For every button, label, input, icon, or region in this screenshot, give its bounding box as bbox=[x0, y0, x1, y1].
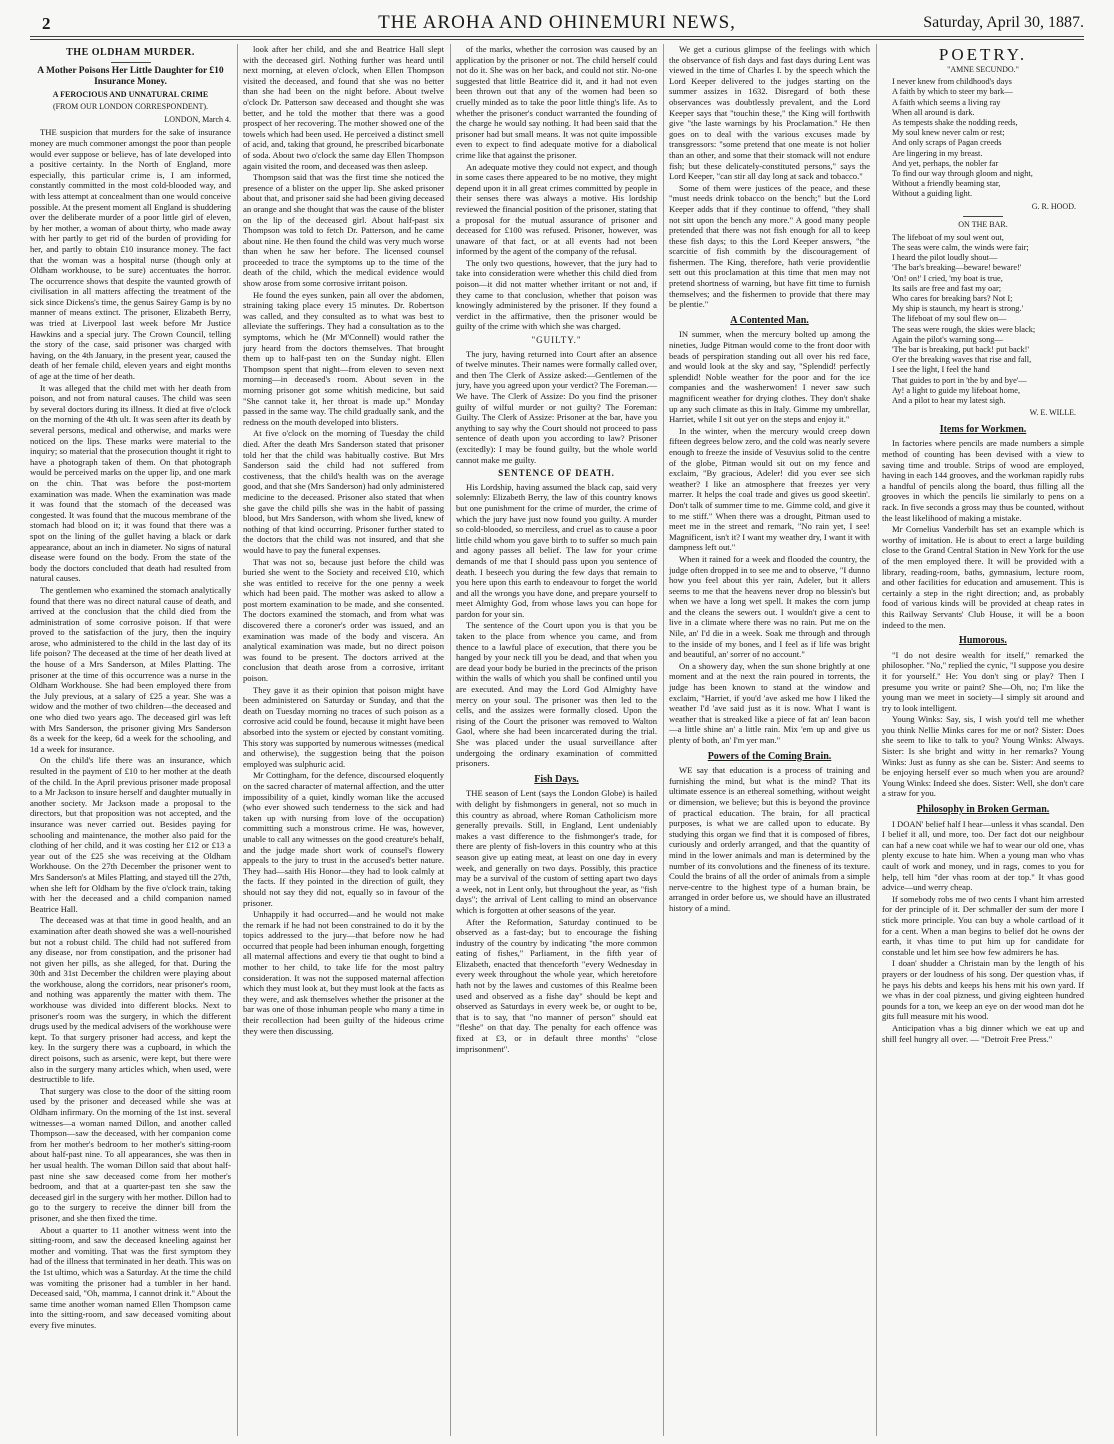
article-paragraph: At five o'clock on the morning of Tuesday the child died. After the death Mrs Sanderson stated that prisoner told her that the child was habitually costive. But Mrs Sanderson said the child had not suffered from costiveness, that the child's health was on the average good, and that she (Mrs Sanderson) had only administered medicine to the deceased. Prisoner also stated that when she gave the child pills she was in the habit of passing blood, but Mrs Sanderson, with whom she lived, knew of nothing of that kind occurring. Prisoner further stated to the doctors that the child was not insured, and that she would have to pay the funeral expenses. bbox=[243, 428, 444, 555]
article-paragraph: That was not so, because just before the child was buried she went to the Society and received £10, which she was entitled to receive for the one penny a week which had been paid. The mother was asked to allow a post mortem examination to be made, and she consented. The doctors examined the stomach, and from what was discovered there a coroner's order was issued, and an examination was made of the body and viscera. An analytical examination was made, but no direct poison was found to be present. The doctors arrived at the conclusion that death arose from a corrosive, irritant poison. bbox=[243, 556, 444, 684]
newspaper-title: THE AROHA AND OHINEMURI NEWS, bbox=[378, 12, 736, 33]
article-paragraph: The sentence of the Court upon you is that you be taken to the place from whence you came, and from thence to a lawful place of execution, that there you be hanged by your neck till you be dead, and that when you are dead your body be buried in the precincts of the prison within the walls of which you shall be confined until you are executed. And may the Lord God Almighty have mercy on your soul. The prisoner was then led to the cells, and the assizes were formally closed. Upon the rising of the Court the prisoner was removed to Walton Gaol, where she had been incarcerated during the trial. She was placed under the usual surveillance after undergoing the ordinary examination of committed prisoners. bbox=[456, 620, 657, 769]
poem-author: W. E. WILLE. bbox=[1029, 408, 1076, 418]
article-paragraph: He found the eyes sunken, pain all over the abdomen, straining taking place every 15 minutes. Dr. Robertson was called, and they consulted as to what was best to alleviate the sufferings. They had a consultation as to the symptoms, which he (Mr M'Connell) would rather the jury heard from the doctors themselves. That brought them up to half-past ten on the Sunday night. Ellen Thompson spent that night—from eleven to seven next morning—in deceased's room. About seven in the morning prisoner got some whitish medicine, but said "She cannot take it, her throat is made up." Monday passed in the same way. The child gradually sank, and the redness on the mouth developed into blisters. bbox=[243, 289, 444, 427]
poem-line: The lifeboat of my soul went out, bbox=[892, 232, 1004, 242]
poem-line: The seas were calm, the winds were fair; bbox=[892, 243, 1029, 253]
poem-line: Again the pilot's warning song— bbox=[892, 334, 1003, 344]
article-paragraph: On a showery day, when the sun shone brightly at one moment and at the next the rain poured in torrents, the judge has been known to stand at the window and exclaim, "Harriet, if you'd 'ave asked me how I liked the weather I'd 'ave said just as it is now. What I want is weather that is streaked like a piece of fat an' lean bacon—a little shine an' a little rain. Mix 'em up and give us plenty of both, an' I'm yer man." bbox=[669, 660, 870, 745]
article-paragraph: Thompson said that was the first time she noticed the presence of a blister on the upper lip. She asked prisoner about that, and prisoner said she had been giving deceased an orange and she thought that was the cause of the blister on the lip of the deceased girl. About half-past six Thompson was told to fetch Dr. Patterson, and he came about nine. He then found the child was very much worse than when he saw her before. The licensed counsel proceeded to trace the symptoms up to the time of the death of the child, which the medical evidence would show arose from some corrosive irritant poison. bbox=[243, 172, 444, 289]
masthead-rule bbox=[30, 36, 1084, 37]
poem-line: O'er the breaking waves that rise and fall, bbox=[892, 355, 1032, 365]
column-divider bbox=[237, 44, 238, 1436]
column-1 bbox=[30, 44, 231, 1434]
article-paragraph: The only two questions, however, that the jury had to take into consideration were whether this child died from poison—it did not matter whether irritant or not and, if they came to that conclusion, whether that poison was knowingly administered by the prisoner. If they found a verdict in the affirmative, then the prisoner would be guilty of the crime with which she was charged. bbox=[456, 257, 657, 332]
article-paragraph: His Lordship, having assumed the black cap, said very solemnly: Elizabeth Berry, the law of this country knows but one punishment for the crime of murder, the crime of which the jury have just now found you guilty. A murder so cold-blooded, so merciless, and cruel as to cause a poor little child whom you gave birth to to suffer so much pain and agony passes all belief. The law for your crime demands of me that I should pass upon you sentence of death. I beseech you during the few days that remain to you here upon this earth to endeavour to forget the world and all the wrongs you have done, and prepare yourself to meet Almighty God, from whose laws you can hope for pardon for your sin. bbox=[456, 481, 657, 619]
article-paragraph: Mr Cornelius Vanderbilt has set an example which is worthy of imitation. He is about to erect a large building close to the Grand Central Station in New York for the use of the men employed there. It will be provided with a library, reading-room, baths, gymnasium, lecture room, and other facilities for education and amusement. This is certainly a step in the right direction; and, as probably food of various kinds will be provided at cheap rates in this Railway Servants' Club House, it will be a boon indeed to the men. bbox=[882, 524, 1084, 630]
article-paragraph: On the child's life there was an insurance, which resulted in the payment of £10 to her mother at the death of the child. In the April previous prisoner made proposal to a Mr Jackson to insure herself and daughter mutually in another society. Mr Jackson made a proposal to the directors, but that proposition was not accepted, and the insurance was never carried out. Besides paying for schooling and maintenance, the mother also paid for the clothing of her child, and it was costing her £12 or £13 a year out of the £25 she was receiving at the Oldham Workhouse. On the 27th December the prisoner went to Mrs Sanderson's at Miles Platting, and stayed till the 27th, when she left for Oldham by the five o'clock train, taking with her the deceased and a child companion named Beatrice Hall. bbox=[30, 755, 231, 914]
poem-line: My soul knew never calm or rest; bbox=[892, 128, 1005, 138]
article-paragraph: Mr Cottingham, for the defence, discoursed eloquently on the sacred character of maternal affection, and the utter impossibility of a quiet, kindly woman like the accused (who ever showed such tenderness to the sick and had taken up with nursing from love of the occupation) committing such a monstrous crime. He was, however, unable to call any witnesses on the good creature's behalf, and the judge made short work of counsel's flowery appeals to the jury to trust in the accused's better nature. They had—saith His Honor—they had to look calmly at the facts. If they pointed in the direction of guilt, they should not say they did not, equally so in favour of the prisoner. bbox=[243, 770, 444, 908]
article-paragraph: THE suspicion that murders for the sake of insurance money are much commoner amongst the poor than people would ever suppose or believe, has of late developed into a positive certainty. In the North of England, more especially, this particular crime is, I am informed, constantly committed in the most cold-blooded way, and with less attempt at concealment than one would conceive possible. At the present moment all England is shuddering over the deliberate murder of a poor little girl of eleven, by her mother, a woman of about thirty, who made away with her partly to get rid of the burden of providing for her, and partly to obtain £10 insurance money. The fact that the woman was a hospital nurse (though only at Oldham workhouse, to be sure) accentuates the horror. The occurrence shows that despite the vaunted growth of civilisation in all matters affecting the treatment of the sick since Dickens's time, the genus Sairey Gamp is by no manner of means extinct. The prisoner, Elizabeth Berry, was tried at Liverpool last week before Mr Justice Hawkins and a special jury. The Crown Council, telling the story of the case, said prisoner was charged with having, on the 4th January, in the present year, caused the death of her female child, eleven years and eight months of age at the time of her death. bbox=[30, 127, 231, 382]
section-heading-german: Philosophy in Broken German. bbox=[916, 804, 1050, 816]
poem-line: And yet, perhaps, the nobler far bbox=[892, 158, 999, 168]
poem-title: "AMNE SECUNDO." bbox=[947, 64, 1019, 74]
article-paragraph: They gave it as their opinion that poison might have been administered on Saturday or Sunday, and that the death on Tuesday morning no traces of such poison as a corrosive acid could be found, because it might have been absorbed into the system or ejected by constant vomiting. This story was supported by numerous witnesses (medical and otherwise), the suggestion being that the poison employed was sulphuric acid. bbox=[243, 684, 444, 769]
divider bbox=[111, 62, 151, 63]
poem-line: And a pilot to hear my latest sigh. bbox=[892, 396, 1006, 406]
section-heading-guilty: "GUILTY." bbox=[531, 335, 582, 346]
section-heading-poetry: POETRY. bbox=[938, 45, 1028, 64]
article-paragraph: If somebody robs me of two cents I vhant him arrested for der principle of it. Der schmaller der sum der more I stick more principle. You can buy a whole cartload of it for a cent. When a man begins to belief dot he owns der earth, it vhas time to put him up for candidate for constable und let him see how few admirers he has. bbox=[882, 893, 1084, 957]
article-paragraph: After the Reformation, Saturday continued to be observed as a fast-day; but to encourage the fishing industry of the country by indicating "the more common eating of fishes," Parliament, in the fifth year of Elizabeth, enacted that thenceforth "every Wednesday in every week throughout the whole year, which heretofore hath not by the lawes and customes of this Realme been used and observed as a fishe day" should be kept and observed as Saturdays in every week be, or ought to be, that is to say, that "no manner of person" should eat "fleshe" on that day. The penalty for each offence was fixed at £3, or in default three months' "close imprisonment". bbox=[456, 916, 657, 1054]
column-divider bbox=[450, 44, 451, 1436]
article-paragraph: look after her child, and she and Beatrice Hall slept with the deceased girl. Nothing further was heard until next morning, at eleven o'clock, when Ellen Thompson visited the deceased, and found that she was no better than she had been on the night before. About twelve o'clock Dr. Patterson saw deceased and thought she was better, and he told the mother that there was a good prospect of her recovering. The mother showed one of the towels which had been used. He perceived a distinct smell of acid, and, taking that ground, he prescribed bicarbonate of soda. About two o'clock the same day Ellen Thompson again visited the room, and deceased was then asleep. bbox=[243, 44, 444, 171]
section-heading-humorous: Humorous. bbox=[959, 635, 1007, 647]
article-headline: THE OLDHAM MURDER. bbox=[66, 47, 195, 58]
article-paragraph: THE season of Lent (says the London Globe) is hailed with delight by fishmongers in general, not so much in this country as abroad, where Roman Catholicism more generally prevails. Still, in England, Lent undeniably makes a vast difference to the fishmonger's trade, for there are plenty of fish-lovers in this country who at this season give up eating meat, at least on one day in every week, and generally on two days. Possibly, this practice may be a survival of the custom of setting apart two days a week, not in Lent only, but throughout the year, as "fish days"; the arrival of Lent calling to mind an observance which is forgotten at other seasons of the year. bbox=[456, 788, 657, 915]
poem-line: 'The bar's breaking—beware! beware!' bbox=[892, 263, 1022, 273]
article-paragraph: "I do not desire wealth for itself," remarked the philosopher. "No," replied the cynic, "I suppose you desire it for yourself." He: You don't sing or play? Then I presume you write or paint? She—Oh, no; I'm like the young man we meet in society—I simply sit around and try to look intelligent. bbox=[882, 649, 1084, 713]
poem-line: A faith which seems a living ray bbox=[892, 97, 1001, 107]
poem-line: A faith by which to steer my bark— bbox=[892, 87, 1013, 97]
poem-author: G. R. HOOD. bbox=[1031, 201, 1076, 211]
byline: (FROM OUR LONDON CORRESPONDENT). bbox=[52, 102, 209, 112]
poem-line: 'On! on!' I cried, 'my boat is true, bbox=[892, 273, 1003, 283]
column-divider bbox=[876, 44, 877, 1436]
poem-title: ON THE BAR. bbox=[958, 220, 1008, 230]
article-paragraph: IN summer, when the mercury bolted up among the nineties, Judge Pitman would come to the front door with beads of perspiration standing out all over his red face, and would look at the sky and say, "Splendid! perfectly splendid! Noble weather for the poor and for the ice companies and the washerwomen! I never saw such magnificent weather for drying clothes. They don't shake up any such climate as this in Italy. Gimme my umbrellar, Harriet, while I sit out yer on the steps and enjoy it." bbox=[669, 329, 870, 425]
poem-line: The seas were rough, the skies were black; bbox=[892, 324, 1036, 334]
section-heading-coming-brain: Powers of the Coming Brain. bbox=[707, 750, 832, 762]
article-paragraph: Anticipation vhas a big dinner which we eat up and shill feel hungry all over. — "Detroit Free Press." bbox=[882, 1022, 1084, 1044]
column-divider bbox=[663, 44, 664, 1436]
poem-line: Its sails are free and fast my oar; bbox=[892, 283, 1002, 293]
poem-line: Ay! a light to guide my lifeboat home, bbox=[892, 385, 1021, 395]
article-paragraph: It was alleged that the child met with her death from poison, and not from natural causes. The child was seen by several doctors during its illness. It died at five o'clock on the morning of the 4th ult. It was seen after its death by several persons, medical and otherwise, and marks were noticed on the lips. These marks were material to the inquiry; so material that the prosecution thought it right to have a photograph taken of them. On that photograph would be perceived marks on the upper lip, and one mark on the chin. That was before the post-mortem examination was made. When the examination was made it was found that the stomach of the deceased was congested. It was found that the mucous membrane of the stomach had blood on it; it was found that there was a spot on the lining of the gullet having a black or dark appearance, about an inch in diameter. No signs of natural disease were found on the body. From the state of the body the doctors concluded that death had resulted from natural causes. bbox=[30, 382, 231, 584]
poem-body bbox=[892, 77, 1084, 199]
poem-line: When all around is dark. bbox=[892, 107, 975, 117]
article-paragraph: Unhappily it had occurred—and he would not make the remark if he had not been constrained to do it by the topics addressed to the jury—that before now he had occurred that people had been inhuman enough, forgetting all maternal affections and every tie that ought to bind a mother to her child, to take life for the most paltry consideration. It was not the supposed maternal affection which they must look at, but they must look at the facts as they were, and ask themselves whether the prisoner at the bar was one of those inhuman people who many a time in their recollection had been guilty of the hideous crime they were then discussing. bbox=[243, 909, 444, 1036]
masthead-rule-2 bbox=[30, 39, 1084, 40]
article-paragraph: WE say that education is a process of training and furnishing the mind, but what is the mind? That its ultimate essence is an ethereal something, without weight or dimension, we believe; but this is beyond the province of practical education. The brain, for all practical purposes, is what we are called upon to educate. By studying this organ we find that it is composed of fibres, curiously and orderly arranged, and that the quantity of mind in the lower animals and man is determined by the number of its convolutions and the fineness of its texture. Could the brains of all the order of animals from a simple nerve-centre to the highest type of a human brain, be arranged in order before us, we should have an illustrated history of a mind. bbox=[669, 765, 870, 913]
section-heading-contented-man: A Contented Man. bbox=[730, 314, 809, 326]
article-paragraph: About a quarter to 11 another witness went into the sitting-room, and saw the deceased kneeling against her mother and vomiting. That was the first symptom they had of the illness that terminated in her death. This was on the 1st ultimo, which was a Saturday. At the time the child was vomiting the prisoner had a tumbler in her hand. Deceased said, "Oh, mamma, I cannot drink it." About the same time another woman named Ellen Thompson came into the sitting-room, and saw deceased vomiting about every five minutes. bbox=[30, 1224, 231, 1330]
dateline: LONDON, March 4. bbox=[164, 114, 231, 124]
article-subhead: A Mother Poisons Her Little Daughter for £10 Insurance Money. bbox=[37, 65, 224, 87]
poem-line: Without a friendly beaming star, bbox=[892, 179, 1001, 189]
section-heading-workmen: Items for Workmen. bbox=[939, 423, 1027, 435]
poem-line: The lifeboat of my soul flew on— bbox=[892, 314, 1007, 324]
article-paragraph: In the winter, when the mercury would creep down fifteen degrees below zero, and the cold was nearly severe enough to freeze the inside of Vesuvius solid to the centre of the globe, Pitman would sit out on my fence and exclaim, "By gracious, Adeler! did you ever see sich weather? I like an atmosphere that freezes yer very marrer. It helps the coal trade and gives us good skeetin'. Don't talk of summer time to me. Gimme cold, and give it to me stiff." When there was a drought, Pitman used to meet me in the street and remark, "No rain yet, I see! Magnificent, isn't it? I want my weather dry, I want it with dampness left out." bbox=[669, 425, 870, 553]
poem-line: That guides to port in 'the by and bye'— bbox=[892, 375, 1027, 385]
poem-body bbox=[892, 233, 1084, 406]
article-paragraph: When it rained for a week and flooded the country, the judge often dropped in to see me and to observe, "I dunno how you feel about this yer rain, Adeler, but it allers seems to me that the heavens never drop no blessin's but when we have a long wet spell. It makes the corn jump and the cleans the sewers out. I wouldn't give a cent to live in a climate where there was no rain. Put me on the Nile, an' I'd die in a week. Soak me through and through to the inside of my bones, and I feel as if life was bright and beautiful, an' sorrer of no account." bbox=[669, 553, 870, 660]
column-4 bbox=[669, 44, 870, 1434]
poem-line: Are lingering in my breast. bbox=[892, 148, 983, 158]
article-paragraph: Young Winks: Say, sis, I wish you'd tell me whether you think Nellie Minks cares for me or not? Sister: Does she seem to like to talk to you? Young Winks: Always. Sister: Is she bright and witty in her remarks? Young Winks: Just as funny as she can be. Sister: And seems to be enjoying herself ever so much when you are around? Young Winks: Indeed she does. Sister: Well, she don't care a straw for you. bbox=[882, 714, 1084, 799]
article-paragraph: The gentlemen who examined the stomach analytically found that there was no direct natural cause of death, and arrived at the conclusion that the child died from the administration of some corrosive poison. If that were proved to the satisfaction of the jury, then the inquiry arose, who administered to the child in the last day of its life poison? The deceased at the time of her death lived at the house of a Mrs Sanderson, at Miles Platting. The prisoner at the time of this occurrence was a nurse in the Oldham Workhouse. She had been employed there from the July previous, at a salary of £25 a year. She was a widow and the mother of two children—the deceased and one who died two years ago. The deceased girl was left with Mrs Sanderson, the prisoner giving Mrs Sanderson 8s a week for the keep, 6d a week for the schooling, and 1d a week for insurance. bbox=[30, 584, 231, 754]
article-paragraph: I DOAN' belief half I hear—unless it vhas scandal. Den I belief it all, und more, too. Der fact dot our neighbour can haf a new coat while we haf to wear our old one, vhas plenty excuse to hate him. When a young man who vhas cault of work and money, und in rags, comes to you for help, tell him "der vhas room at der top." It vhas good advice—und werry cheap. bbox=[882, 818, 1084, 893]
article-paragraph: of the marks, whether the corrosion was caused by an application by the prisoner or not. The child herself could not do it. She was on her back, and could not stir. No-one suggested that little Beatrice did it, and it had not even been thrown out that any of the women had been so cruelly minded as to take the poor little thing's life. As to whether the prisoner's conduct warranted the founding of the charge he would say nothing. It had been said that the prisoner had but small means. It was not quite impossible even to expect to find adequate motive for a diabolical crime like that against the prisoner. bbox=[456, 44, 657, 160]
poem-line: I heard the pilot loudly shout— bbox=[892, 253, 998, 263]
column-3 bbox=[456, 44, 657, 1434]
poem-line: As tempests shake the nodding reeds, bbox=[892, 118, 1018, 127]
article-paragraph: I doan' shudder a Christain man by the length of his prayers or der loudness of his song. Der question vhas, if he pays his debts and keeps his hens mit his own yard. If we vhas in der coal pizness, und giving eighteen hundred pounds for a ton, we keep an eye on der wood man dot he gits full measure mit his wood. bbox=[882, 958, 1084, 1022]
article-paragraph: The jury, having returned into Court after an absence of twelve minutes. Their names were formally called over, and then The Clerk of Assize asked:—Gentlemen of the jury, have you agreed upon your verdict? The Foreman.—We have. The Clerk of Assize: Do you find the prisoner guilty of wilful murder or not guilty? The Foreman: Guilty. The Clerk of Assize: Prisoner at the bar, have you anything to say why the Court should not proceed to pass sentence of death upon you according to law? Prisoner (excitedly): I may be found guilty, but the whole world cannot make me guilty. bbox=[456, 348, 657, 465]
article-paragraph: In factories where pencils are made numbers a simple method of counting has been devised with a view to saving time and trouble. Strips of wood are employed, having in each 144 grooves, and the workman rapidly rubs a handful of pencils along the board, thus filling all the grooves in which the pencils lie similarly to pens on a rack. In five seconds a gross may thus be counted, without the least likelihood of making a mistake. bbox=[882, 438, 1084, 523]
poem-line: To find our way through gloom and night, bbox=[892, 169, 1033, 179]
section-heading-fish-days: Fish Days. bbox=[534, 773, 579, 785]
article-paragraph: The deceased was at that time in good health, and an examination after death showed she was a well-nourished but not a robust child. The child had not suffered from any disease, nor from constipation, and the prisoner had not given her pills, as she alleged, for that. During the 30th and 31st December the children were playing about the workhouse, along the corridors, near prisoner's room, and nothing was apparently the matter with them. The workhouse was divided into different blocks. Next to prisoner's room was the surgery, in which the different drugs used by the medical advisers of the workhouse were kept. To that surgery prisoner had access, and kept the key. In the surgery there was a cupboard, in which the direct poisons, such as arsenic, were kept, but there were also in the surgery many articles which, when used, were destructible to life. bbox=[30, 915, 231, 1085]
divider bbox=[963, 216, 1003, 217]
article-subhead-2: A FEROCIOUS AND UNNATURAL CRIME bbox=[52, 89, 209, 99]
poem-line: My ship is staunch, my heart is strong.' bbox=[892, 304, 1024, 314]
poem-line: And only scraps of Pagan creeds bbox=[892, 138, 1002, 148]
section-heading-sentence: SENTENCE OF DEATH. bbox=[498, 468, 615, 479]
poem-line: Without a guiding light. bbox=[892, 189, 973, 199]
masthead bbox=[30, 4, 1084, 34]
poem-line: I see the light, I feel the hand bbox=[892, 365, 990, 375]
poem-line: I never knew from childhood's days bbox=[892, 77, 1012, 87]
article-paragraph: That surgery was close to the door of the sitting room used by the prisoner and deceased while she was at Oldham infirmary. On the morning of the 1st inst. several witnesses—a woman named Dillon, and another called Thompson—saw the deceased, with her companion come from her mother's bedroom to her mother's sitting-room about half-past nine. To all appearances, she was then in her usual health. The woman Dillon said that about half-past nine she saw deceased come from her mother's bedroom, and that at a quarter-past ten she saw the deceased girl in the surgery with her mother. Dillon had to go to the surgery to receive the dinner bill from the prisoner, and she then fixed the time. bbox=[30, 1085, 231, 1223]
poem-line: Who cares for breaking bars? Not I; bbox=[892, 294, 1013, 304]
column-2 bbox=[243, 44, 444, 1434]
poem-line: 'The bar is breaking, put back! put back!' bbox=[892, 345, 1029, 355]
column-5 bbox=[882, 44, 1084, 1434]
page-number: 2 bbox=[42, 14, 51, 33]
article-paragraph: Some of them were justices of the peace, and these "must needs drink tobacco on the bench;" but the Lord Keeper adds that if they continue to offend, "they shall not sitt upon the bench any more." A good many people pretended that there was not fish enough for all to keep these fish days; to this the Lord Keeper answers, "the scarcitie of fish commith by the discouragement of fishermen. The King, therefore, hath verie providentlie sett out this proclamation at this time that men may not pretend shortness of warning, but have fitt time to furnish themselves; and the fishermen to provide that there may be plentie." bbox=[669, 182, 870, 310]
article-paragraph: We get a curious glimpse of the feelings with which the observance of fish days and fast days during Lent was viewed in the time of Charles I. by the speech which the Lord Keeper delivered to the judges starting on the summer assizes in 1632. Disregard of both these observances was doubtlessly prevalent, and the Lord Keeper says that "touchin these," the King will forthwith give "the laste warnings by his Proclamation." He then goes on to deal with the various excuses made by transgressors: "some pretend that one meate is not holier than an other, and some that their stomack will not endure fish; but these delicately-constituted persons," says the Lord Keeper, "can stir all day long at sack and tobacco." bbox=[669, 44, 870, 182]
issue-date: Saturday, April 30, 1887. bbox=[923, 14, 1084, 31]
article-paragraph: An adequate motive they could not expect, and though in some cases there appeared to be no motive, they might depend upon it in all great crimes committed by people in their senses there was always a motive. His lordship reviewed the financial position of the prisoner, stating that a proposal for the mutual assurance of prisoner and deceased for £100 was refused. Prisoner, however, was unaware of that fact, or at all events had not been informed by the agent of the company of the refusal. bbox=[456, 161, 657, 257]
